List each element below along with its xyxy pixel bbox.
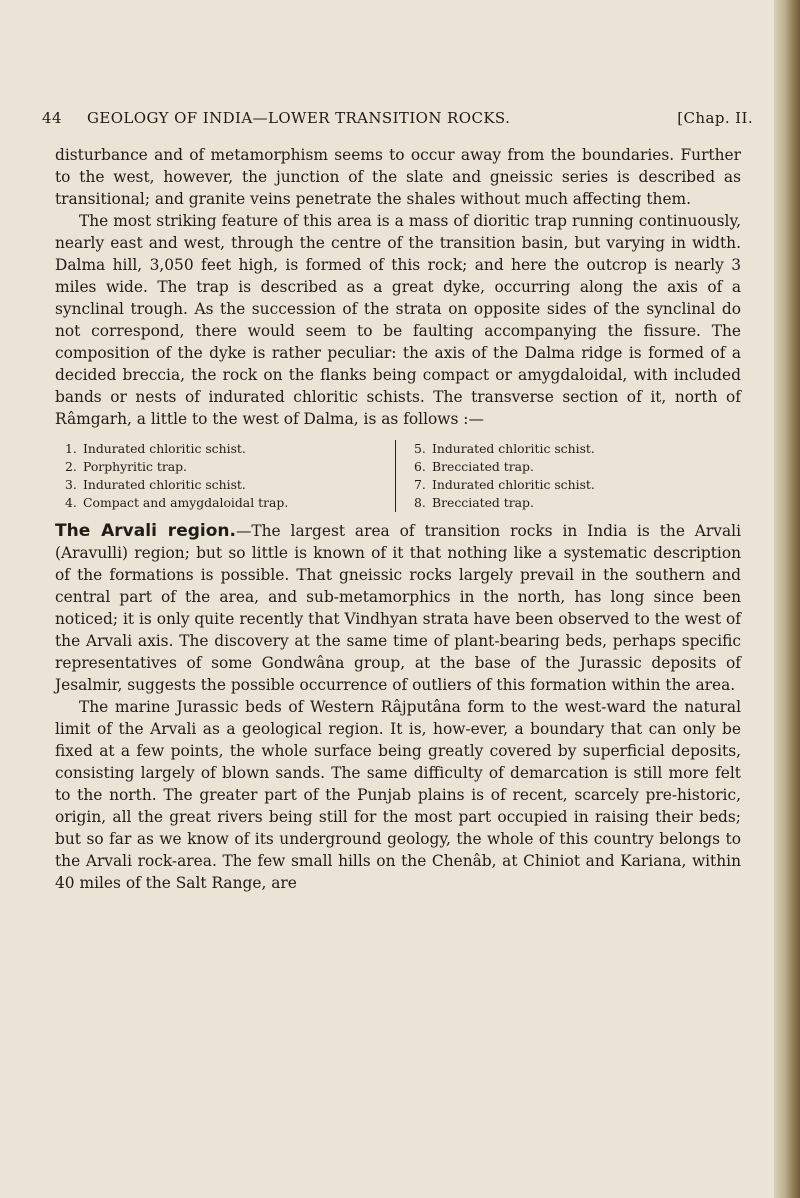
- strata-number: 7.: [414, 477, 426, 492]
- strata-number: 3.: [65, 477, 77, 492]
- strata-item: [65, 458, 385, 476]
- page-body: [55, 144, 741, 894]
- strata-label: Brecciated trap.: [432, 459, 534, 474]
- page-header: [40, 109, 758, 133]
- paragraph-1: disturbance and of metamorphism seems to occur away from the boundaries. Further to the west, however, the junction of the slate and gneissic series is described as transitional; and granite veins penetrate the shales without much affecting them.: [55, 146, 741, 208]
- strata-number: 4.: [65, 495, 77, 510]
- strata-label: Porphyritic trap.: [83, 459, 187, 474]
- paragraph-3-text: —The largest area of transition rocks in India is the Arvali (Aravulli) region; but so little is known of it that nothing like a systematic description of the formations is possible. That gneissic rocks largely prevail in the southern and central part of the area, and sub-metamorphics in the north, has long since been noticed; it is only quite recently that Vindhyan strata have been observed to the west of the Arvali axis. The discovery at the same time of plant-bearing beds, perhaps specific representatives of some Gondwâna group, at the base of the Jurassic deposits of Jesalmir, suggests the possible occurrence of outliers of this formation within the area.: [55, 522, 741, 694]
- strata-item: [414, 476, 734, 494]
- paragraph-2: The most striking feature of this area is a mass of dioritic trap running continuously, nearly east and west, through the centre of the transition basin, but varying in width. Dalma hill, 3,050 feet high, is formed of this rock; and here the outcrop is nearly 3 miles wide. The trap is described as a great dyke, occurring along the axis of a synclinal trough. As the succession of the strata on opposite sides of the synclinal do not correspond, there would seem to be faulting accompanying the fissure. The composition of the dyke is rather peculiar: the axis of the Dalma ridge is formed of a decided breccia, the rock on the flanks being compact or amygdaloidal, with included bands or nests of indurated chloritic schists. The transverse section of it, north of Râmgarh, a little to the west of Dalma, is as follows :—: [55, 212, 741, 428]
- strata-item: [65, 494, 385, 512]
- strata-list: [65, 440, 741, 512]
- strata-number: 6.: [414, 459, 426, 474]
- strata-number: 1.: [65, 441, 77, 456]
- strata-label: Indurated chloritic schist.: [432, 477, 595, 492]
- strata-label: Indurated chloritic schist.: [83, 441, 246, 456]
- strata-item: [414, 494, 734, 512]
- page-edge: [774, 0, 800, 1198]
- strata-number: 2.: [65, 459, 77, 474]
- strata-label: Brecciated trap.: [432, 495, 534, 510]
- section-heading: The Arvali region.: [55, 521, 236, 541]
- strata-number: 8.: [414, 495, 426, 510]
- running-title: GEOLOGY OF INDIA—LOWER TRANSITION ROCKS.: [87, 109, 511, 127]
- strata-item: [414, 458, 734, 476]
- strata-item: [414, 440, 734, 458]
- strata-label: Indurated chloritic schist.: [432, 441, 595, 456]
- paragraph-4: The marine Jurassic beds of Western Râjputâna form to the west-ward the natural limit of the Arvali as a geological region. It is, how-ever, a boundary that can only be fixed at a few points, the whole surface being greatly covered by superficial deposits, consisting largely of blown sands. The same difficulty of demarcation is still more felt to the north. The greater part of the Punjab plains is of recent, scarcely pre-historic, origin, all the great rivers being still for the most part occupied in raising their beds; but so far as we know of its underground geology, the whole of this country belongs to the Arvali rock-area. The few small hills on the Chenâb, at Chiniot and Kariana, within 40 miles of the Salt Range, are: [55, 698, 741, 892]
- strata-column-right: [396, 440, 734, 512]
- strata-item: [65, 440, 385, 458]
- strata-item: [65, 476, 385, 494]
- paragraph-3: [55, 520, 741, 696]
- chapter-label: [Chap. II.: [677, 109, 753, 127]
- strata-label: Indurated chloritic schist.: [83, 477, 246, 492]
- strata-column-left: [65, 440, 396, 512]
- page-number: 44: [42, 109, 62, 127]
- strata-number: 5.: [414, 441, 426, 456]
- strata-label: Compact and amygdaloidal trap.: [83, 495, 289, 510]
